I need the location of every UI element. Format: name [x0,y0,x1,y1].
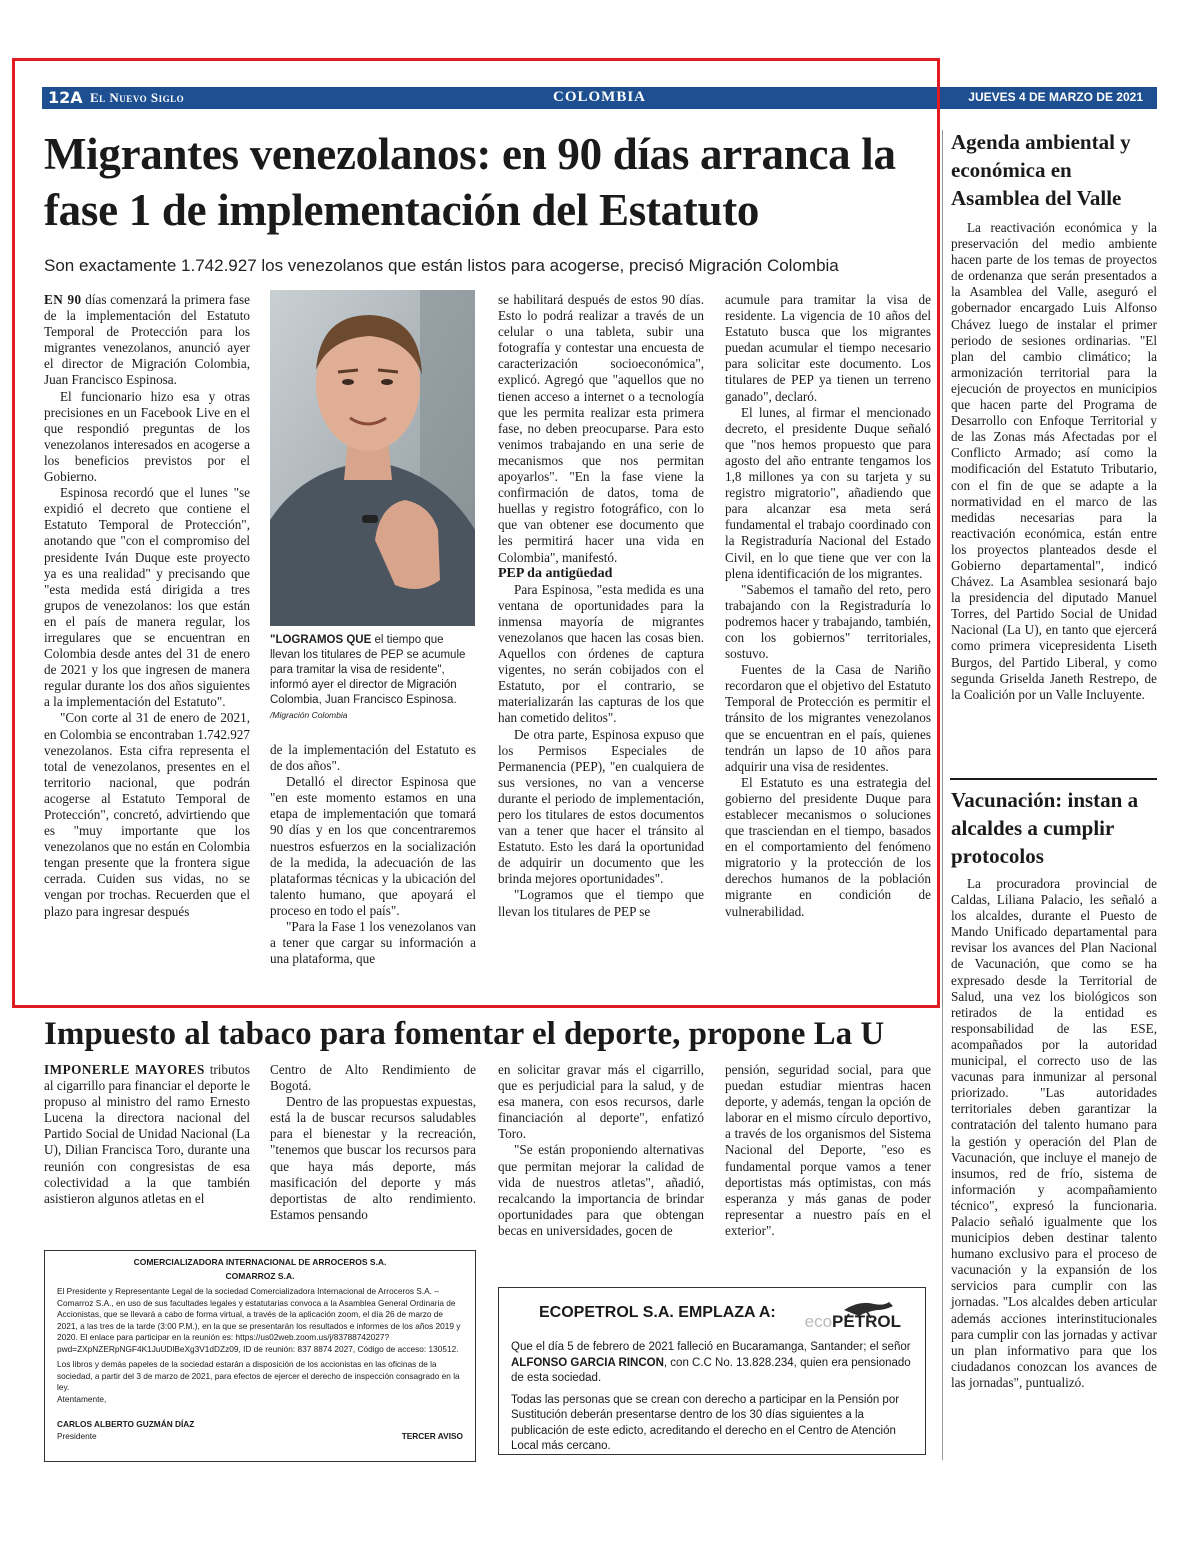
notice-company: COMERCIALIZADORA INTERNACIONAL DE ARROCEROS S.A. [133,1257,387,1267]
tobacco-column-1 [44,1062,250,1207]
sidebar-story-1 [951,220,1157,703]
page-number: 12A [48,88,83,107]
paragraph: IMPONERLE MAYORES tributos al cigarrillo para financiar el deporte le propuso al ministro del ramo Ernesto Lucena la directora nacional del Partido Social de Unidad Nacional (La U), Dilian Francisca Toro, durante una reunión con congresistas de esa colectividad a la que también asistieron algunos atletas en el [44,1062,250,1206]
main-column-1 [44,292,250,920]
paragraph: en solicitar gravar más el cigarrillo, que es perjudicial para la salud, y de esa manera, con esos recursos, darle financiación al deporte", enfatizó Toro. [498,1062,704,1142]
tobacco-column-4 [725,1062,931,1239]
notice-paragraph: Los libros y demás papeles de la sociedad estarán a disposición de los accionistas en las oficinas de la sociedad, a partir del 3 de marzo de 2021, para efectos de ejercer el derecho de inspección consagrado en la ley. [57,1359,460,1392]
main-column-4 [725,292,931,920]
notice-count: TERCER AVISO [401,1430,463,1441]
deceased-name: ALFONSO GARCIA RINCON [511,1356,664,1369]
subheading: PEP da antigüedad [498,565,613,581]
caption-lead: "LOGRAMOS QUE [270,634,372,646]
paragraph: "Logramos que el tiempo que llevan los titulares de PEP se [498,887,704,919]
edition-date: JUEVES 4 DE MARZO DE 2021 [968,90,1143,104]
tobacco-column-2 [270,1062,476,1223]
director-photo [270,290,475,626]
notice-company-short: COMARROZ S.A. [225,1271,295,1281]
notice-footer [57,1431,463,1443]
sidebar-story-2 [951,876,1157,1391]
main-column-2 [270,742,476,967]
logo-text-petrol: PETROL [832,1312,901,1331]
lead-in: IMPONERLE MAYORES [44,1062,205,1077]
second-headline: Impuesto al tabaco para fomentar el deporte, propone La U [44,1016,885,1052]
lead-in: EN 90 [44,292,82,307]
sidebar-separator [950,778,1157,780]
paragraph: La reactivación económica y la preservación del medio ambiente hacen parte de los temas de proyectos de ordenanza que serán presentados a la Asamblea del Valle, aseguró el gobernador encargado Luis Alfonso Chávez luego de instalar el primer periodo de sesiones ordinarias. "El plan del cambio climático; la armonización territorial para la ejecución de proyectos en municipios que hacen parte del Programa de Desarrollo con Enfoque Territorial y de las Zonas más Afectadas por el Conflicto Armado; así como la modificación del Estatuto Tributario, con el fin de que se adapte a la normatividad en el marco de las medidas necesarias para la reactivación económica, están entre los proyectos planteados desde el Gobierno departamental", indicó Chávez. La Asamblea sesionará bajo la presidencia del diputado Manuel Torres, del Partido Social de Unidad Nacional (La U), en tanto que ejercerá como primera vicepresidenta Liseth Burgos, del Partido Liberal, y como segunda Griselda Janeth Restrepo, de la Coalición por un Valle Incluyente. [951,220,1157,702]
paragraph: De otra parte, Espinosa expuso que los Permisos Especiales de Permanencia (PEP), "en cualquiera de sus versiones, no van a vencerse durante el periodo de implementación, pero los titulares de estos documentos van a tener que hacer el tránsito al Estatuto. Esto les dará la oportunidad de adquirir un documento que les brinda mejores oportunidades". [498,726,704,887]
ecopetrol-notice [498,1287,926,1455]
ecopetrol-title: ECOPETROL S.A. EMPLAZA A: [539,1304,776,1321]
notice-signoff: Atentamente, [57,1393,107,1404]
paragraph: La procuradora provincial de Caldas, Liliana Palacio, les señaló a los alcaldes, durante el Puesto de Mando Unificado departamental para revisar los avances del Plan Nacional de Vacunación, que como se ha expresado desde la Territorial de Salud, una vez los biológicos son retirados de la entidad es responsabilidad de las ESE, acompañados por la autoridad municipal, el correcto uso de las vacunas para inmunizar al personal priorizado. "Las autoridades territoriales deben garantizar la contratación del talento humano para la gestión y operación del Plan de Vacunación, que incluye el manejo de insumos, red de frío, sistema de información y acompañamiento técnico", expresó la funcionaria. Palacio señaló igualmente que los municipios deben destinar talento humano exclusivo para el proceso de vacunación y la expansión de los servicios para cumplir con las jornadas. "Los alcaldes deben articular además acciones interinstitucionales para cumplir con las jornadas y activar un plan informativo para que los ciudadanos conozcan los avances de las jornadas", puntualizó. [951,876,1157,1390]
paragraph: Fuentes de la Casa de Nariño recordaron que el objetivo del Estatuto Temporal de Protección es permitir el tránsito de los migrantes venezolanos que se encuentran en el país, quienes tendrán un lapso de 10 años para adquirir una visa de residentes. [725,662,931,774]
paragraph: Espinosa recordó que el lunes "se expidió el decreto que contiene el Estatuto Temporal de Protección", anotando que "con el compromiso del presidente Iván Duque este proyecto ya es una realidad" y precisando que "esta medida está dirigida a tres grupos de venezolanos: los que están en el país de manera regular, los irregulares que se encuentran en Colombia desde antes del 31 de enero de 2021 y los que ingresen de manera regular durante los dos años siguientes a la implementación del Estatuto". [44,485,250,710]
paragraph: pensión, seguridad social, para que puedan estudiar mientras hacen deporte, y además, tengan la opción de laborar en el mismo círculo deportivo, a través de los organismos del Sistema Nacional del Deporte, "eso es fundamental porque vamos a tener deportistas más optimistas, con más esperanza y más ganas de poder representar a nuestro país en el exterior". [725,1062,931,1238]
photo-credit: /Migración Colombia [270,710,348,720]
ecopetrol-logo [789,1298,909,1336]
photo-caption [270,633,475,723]
paragraph: "Con corte al 31 de enero de 2021, en Colombia se encontraban 1.742.927 venezolanos. Esta cifra representa el total de venezolanos, presentes en el territorio nacional, que podrán acogerse al Estatuto Temporal de Protección", concretó, advirtiendo que es "muy importante que los venezolanos que no están en Colombia tengan presente que la frontera sigue cerrada. Cuiden sus vidas, no se vengan por trochas. Recuerden que el plazo para ingresar después [44,710,250,919]
sidebar-divider [942,130,943,1460]
section-name: COLOMBIA [552,89,646,105]
caption-text: el tiempo que llevan los titulares de PEP se acumule para tramitar la visa de residente", informó ayer el director de Migración Colombia, Juan Francisco Espinosa. [270,634,466,706]
paragraph: Dentro de las propuestas expuestas, está la de buscar recursos saludables para el bienestar y la recreación, "tenemos que buscar los recursos para que haya más deporte, más masificación del deporte y más deportistas de alto rendimiento. Estamos pensando [270,1094,476,1222]
paragraph: Detalló el director Espinosa que "en este momento estamos en una etapa de implementación que tomará 90 días y en los que concentraremos nuestros esfuerzos en la socialización de la medida, la adecuación de las plataformas técnicas y la ubicación del talento humano, que apoyará el proceso en todo el país". [270,774,476,918]
main-deck: Son exactamente 1.742.927 los venezolanos que están listos para acogerse, precisó Migración Colombia [44,256,839,275]
sidebar-headline-1: Agenda ambiental y económica en Asamblea del Valle [951,130,1131,210]
paragraph: Centro de Alto Rendimiento de Bogotá. [270,1062,476,1094]
logo-text-eco: eco [804,1312,833,1331]
notice-paragraph: El Presidente y Representante Legal de la sociedad Comercializadora Internacional de Arroceros S.A. – Comarroz S.A., en uso de sus facultades legales y estatutarias convoca a la Asamblea General Ordinaria de Accionistas, que se llevará a cabo de forma virtual, a través de la aplicación zoom, el día 26 de marzo de 2021, a las tres de la tarde (3:00 P.M.), en la que se presentarán los resultados e informes de los años 2019 y 2020. El enlace para participar en la reunión es: https://us02web.zoom.us/j/83788742027?pwd=ZXpNZERpNGF4K1JuUDlBeXg3V1dDZz09, ID de reunión: 837 8874 2027, Código de acceso: 130512. [57,1286,461,1354]
paragraph: El funcionario hizo esa y otras precisiones en un Facebook Live en el que respondió preguntas de los venezolanos interesados en acogerse a los beneficios previstos por el Gobierno. [44,388,250,485]
paragraph: "Para la Fase 1 los venezolanos van a tener que cargar su información a una plataforma, que [270,919,476,967]
tobacco-column-3 [498,1062,704,1239]
main-column-3 [498,292,704,920]
ecopetrol-header [511,1298,913,1332]
paragraph: de la implementación del Estatuto es de dos años". [270,742,476,774]
newspaper-name: El Nuevo Siglo [90,90,185,105]
paragraph: "Se están proponiendo alternativas que permitan mejorar la calidad de vida de nuestros atletas", añadió, recalcando la importancia de brindar oportunidades para que obtengan becas en universidades, gocen de [498,1142,704,1238]
notice-signer: CARLOS ALBERTO GUZMÁN DÍAZ [57,1419,195,1429]
signer-role: Presidente [57,1430,97,1441]
paragraph: "Sabemos el tamaño del reto, pero trabajando con la Registraduría lo podremos hacer y trabajando, también, con los gobiernos" territoriales, sostuvo. [725,581,931,662]
paragraph: El lunes, al firmar el mencionado decreto, el presidente Duque señaló que "nos hemos propuesto que para agosto del año entrante tengamos los 1,8 millones ya con su tarjeta y su registro migratorio", añadiendo que para alcanzar esa meta será fundamental el trabajo coordinado con la Registraduría Nacional del Estado Civil, en lo que tiene que ver con la plena identificación de los migrantes. [725,404,931,581]
portrait-illustration [270,290,475,626]
ecopetrol-paragraph: Que el día 5 de febrero de 2021 falleció en Bucaramanga, Santander; el señor ALFONSO GARCIA RINCON, con C.C No. 13.828.234, quien era pensionado de esta sociedad. [511,1341,911,1384]
sidebar-headline-2: Vacunación: instan a alcaldes a cumplir protocolos [951,788,1139,868]
ecopetrol-paragraph: Todas las personas que se crean con derecho a participar en la Pensión por Sustitución deberán presentarse dentro de los 30 días siguientes a la publicación de este edicto, acreditando el derecho en el Centro de Atención Local más cercano. [511,1393,900,1452]
main-headline: Migrantes venezolanos: en 90 días arranca la fase 1 de implementación del Estatuto [44,129,896,235]
paragraph: Para Espinosa, "esta medida es una ventana de oportunidades para la inmensa mayoría de migrantes venezolanos que hacen las cosas bien. Aquellos con órdenes de captura vigentes, no serán cobijados con el Estatuto, por el contrario, se materializarán las capturas de los que han cometido delitos". [498,581,704,726]
paragraph: El Estatuto es una estrategia del gobierno del presidente Duque para establecer mecanismos o soluciones que trasciendan en el tiempo, basados en el comportamiento del fenómeno migratorio y la protección de los derechos humanos de la población migrante en condición de vulnerabilidad. [725,774,931,919]
comarroz-legal-notice [44,1250,476,1462]
paragraph: se habilitará después de estos 90 días. Esto lo podrá realizar a través de un celular o una tableta, subir una fotografía y contestar una encuesta de caracterización socioeconómica", explicó. Agregó que "aquellos que no tienen acceso a internet o a tecnología que les permita realizar esta primera fase, no deben preocuparse. Para esto venimos trabajando en una serie de mecanismos que nos permitan apoyarlos". "En la fase viene la confirmación de datos, toma de huellas y registro fotográfico, con lo que van obtener ese documento que les permitirá hacer una vida en Colombia", manifestó. [498,292,704,565]
paragraph: EN 90 días comenzará la primera fase de la implementación del Estatuto Temporal de Protección para los migrantes venezolanos, anunció ayer el director de Migración Colombia, Juan Francisco Espinosa. [44,292,250,388]
paragraph: acumule para tramitar la visa de residente. La vigencia de 10 años del Estatuto busca que los migrantes puedan acumular el tiempo necesario para solicitar este documento. Los titulares de PEP ya tienen un terreno ganado", declaró. [725,292,931,404]
